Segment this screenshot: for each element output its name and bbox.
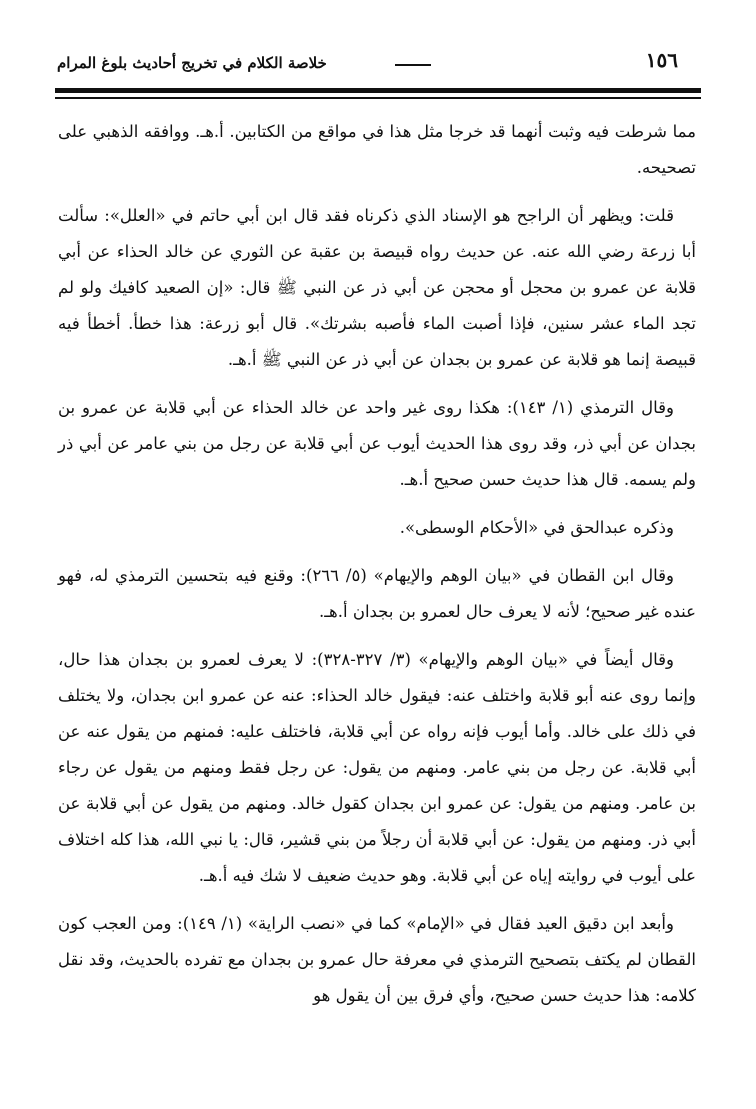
paragraph-1: مما شرطت فيه وثبت أنهما قد خرجا مثل هذا في مواقع من الكتابين. أ.هـ. ووافقه الذهبي على تصحيحه. bbox=[58, 122, 696, 177]
running-header bbox=[55, 44, 678, 80]
running-title: خلاصة الكلام في تخريج أحاديث بلوغ المرام bbox=[57, 54, 327, 72]
paragraph-2: قلت: ويظهر أن الراجح هو الإسناد الذي ذكرناه فقد قال ابن أبي حاتم في «العلل»: سألت أبا زرعة رضي الله عنه. عن حديث رواه قبيصة بن عقبة عن الثوري عن خالد الحذاء عن أبي قلابة عن عمرو بن محجل أو محجن عن أبي ذر عن النبي ﷺ قال: «إن الصعيد كافيك ولو لم تجد الماء عشر سنين، فإذا أصبت الماء فأصبه بشرتك». قال أبو زرعة: هذا خطأ. أخطأ فيه قبيصة إنما هو قلابة عن عمرو بن بجدان عن أبي ذر عن النبي ﷺ أ.هـ. bbox=[58, 206, 696, 369]
paragraph-7: وأبعد ابن دقيق العيد فقال في «الإمام» كما في «نصب الراية» (١/ ١٤٩): ومن العجب كون القطان لم يكتف بتصحيح الترمذي في معرفة حال عمرو بن بجدان مع تفرده بالحديث، وقد نقل كلامه: هذا حديث حسن صحيح، وأي فرق بين أن يقول هو bbox=[58, 914, 696, 1005]
paragraph-3: وقال الترمذي (١/ ١٤٣): هكذا روى غير واحد عن خالد الحذاء عن أبي قلابة عن عمرو بن بجدان عن أبي ذر، وقد روى هذا الحديث أيوب عن أبي قلابة عن رجل من بني عامر عن أبي ذر ولم يسمه. قال هذا حديث حسن صحيح أ.هـ. bbox=[58, 398, 696, 489]
title-dash bbox=[395, 64, 431, 66]
paragraph-4: وذكره عبدالحق في «الأحكام الوسطى». bbox=[399, 518, 674, 537]
paragraph-5: وقال ابن القطان في «بيان الوهم والإيهام» (٥/ ٢٦٦): وقنع فيه بتحسين الترمذي له، فهو عنده غير صحيح؛ لأنه لا يعرف حال لعمرو بن بجدان أ.هـ. bbox=[58, 566, 696, 621]
body-text bbox=[58, 114, 696, 1026]
page-number: ١٥٦ bbox=[645, 48, 678, 72]
header-rule-thick bbox=[55, 88, 701, 93]
header-rule-thin bbox=[55, 97, 701, 99]
paragraph-6: وقال أيضاً في «بيان الوهم والإيهام» (٣/ ٣٢٧-٣٢٨): لا يعرف لعمرو بن بجدان هذا حال، وإنما روى عنه أبو قلابة واختلف عنه: فيقول خالد الحذاء: عنه عن عمرو ابن بجدان، ولا يختلف في ذلك على خالد. وأما أيوب فإنه رواه عن أبي قلابة، فاختلف عليه: فمنهم من يقول عنه عن أبي قلابة. عن رجل من بني عامر. ومنهم من يقول: عن رجل فقط ومنهم من يقول عن رجاء بن عامر. ومنهم من يقول: عن عمرو ابن بجدان كقول خالد. ومنهم من يقول عن أبي قلابة عن أبي ذر. ومنهم من يقول: عن أبي قلابة أن رجلاً من بني قشير، قال: يا نبي الله، هذا كله اختلاف على أيوب في روايته إياه عن أبي قلابة. وهو حديث ضعيف لا شك فيه أ.هـ. bbox=[58, 650, 696, 885]
